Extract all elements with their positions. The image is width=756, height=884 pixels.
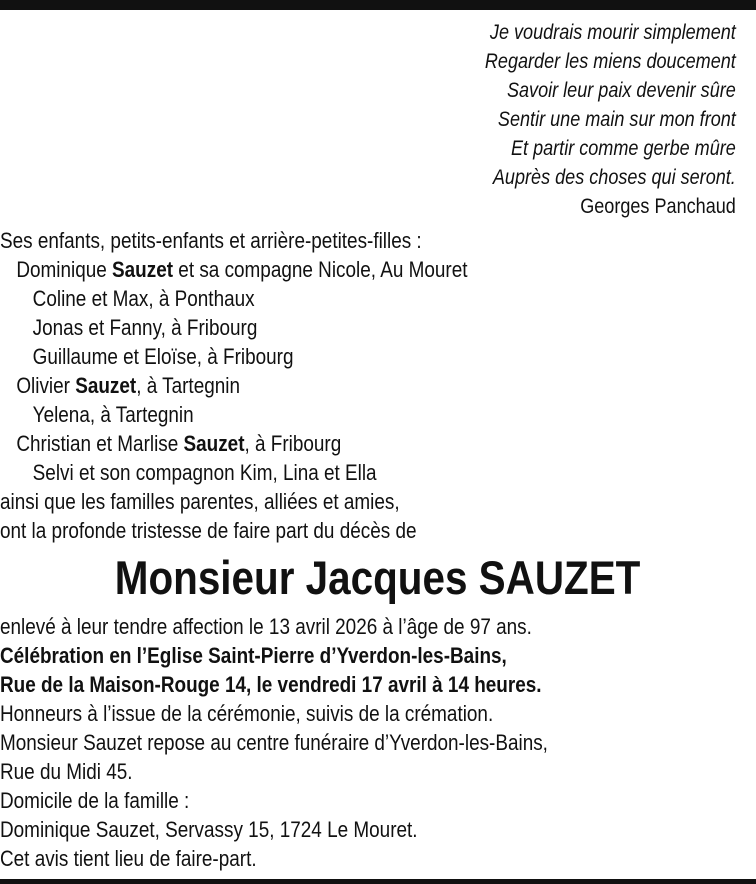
poem-line: Je voudrais mourir simplement xyxy=(490,21,736,44)
child-surname: Sauzet xyxy=(112,257,174,282)
child-surname: Sauzet xyxy=(183,431,245,456)
poem-line: Regarder les miens doucement xyxy=(485,50,736,73)
deceased-name: Monsieur Jacques SAUZET xyxy=(115,551,641,604)
ceremony-line-1 xyxy=(0,641,756,670)
child-suffix: , à Fribourg xyxy=(244,431,342,456)
domicile-label: Domicile de la famille : xyxy=(0,788,190,813)
grandchild-entry: Guillaume et Eloïse, à Fribourg xyxy=(32,344,294,369)
poem-line: Et partir comme gerbe mûre xyxy=(511,137,736,160)
grandchild-entry: Jonas et Fanny, à Fribourg xyxy=(32,315,258,340)
child-suffix: , à Tartegnin xyxy=(136,373,240,398)
honours-line: Honneurs à l’issue de la cérémonie, suivis de la crémation. xyxy=(0,701,494,726)
grandchild-entry: Yelena, à Tartegnin xyxy=(32,402,194,427)
poem-author: Georges Panchaud xyxy=(580,195,736,218)
domicile-address: Dominique Sauzet, Servassy 15, 1724 Le Mouret. xyxy=(0,817,418,842)
child-entry xyxy=(0,255,756,284)
poem-line: Savoir leur paix devenir sûre xyxy=(507,79,736,102)
notice-line: Cet avis tient lieu de faire-part. xyxy=(0,846,257,871)
poem-line: Sentir une main sur mon front xyxy=(498,108,736,131)
ceremony-line-2 xyxy=(0,670,756,699)
ceremony-text-2: Rue de la Maison-Rouge 14, le vendredi 17 avril à 14 heures. xyxy=(0,672,542,697)
bottom-border-rule xyxy=(0,879,756,884)
child-prefix: Dominique xyxy=(16,257,113,282)
announcement-line: ont la profonde tristesse de faire part du décès de xyxy=(0,518,417,543)
child-surname: Sauzet xyxy=(75,373,137,398)
rest-line-2: Rue du Midi 45. xyxy=(0,759,133,784)
ceremony-text-1: Célébration en l’Eglise Saint-Pierre d’Yverdon-les-Bains, xyxy=(0,643,507,668)
funeral-details xyxy=(0,612,756,873)
child-suffix: et sa compagne Nicole, Au Mouret xyxy=(173,257,468,282)
rest-line-1: Monsieur Sauzet repose au centre funéraire d’Yverdon-les-Bains, xyxy=(0,730,548,755)
child-entry xyxy=(0,429,756,458)
grandchild-entry: Selvi et son compagnon Kim, Lina et Ella xyxy=(32,460,377,485)
child-entry xyxy=(0,371,756,400)
passing-line: enlevé à leur tendre affection le 13 avril 2026 à l’âge de 97 ans. xyxy=(0,614,532,639)
child-prefix: Olivier xyxy=(16,373,76,398)
top-border-rule xyxy=(0,0,756,10)
grandchild-entry: Coline et Max, à Ponthaux xyxy=(32,286,255,311)
relatives-line: ainsi que les familles parentes, alliées et amies, xyxy=(0,489,400,514)
poem-quote xyxy=(485,18,736,221)
family-list xyxy=(0,226,756,545)
poem-line: Auprès des choses qui seront. xyxy=(493,166,736,189)
deceased-name-heading xyxy=(0,550,756,606)
child-prefix: Christian et Marlise xyxy=(16,431,184,456)
family-intro: Ses enfants, petits-enfants et arrière-petites-filles : xyxy=(0,228,422,253)
